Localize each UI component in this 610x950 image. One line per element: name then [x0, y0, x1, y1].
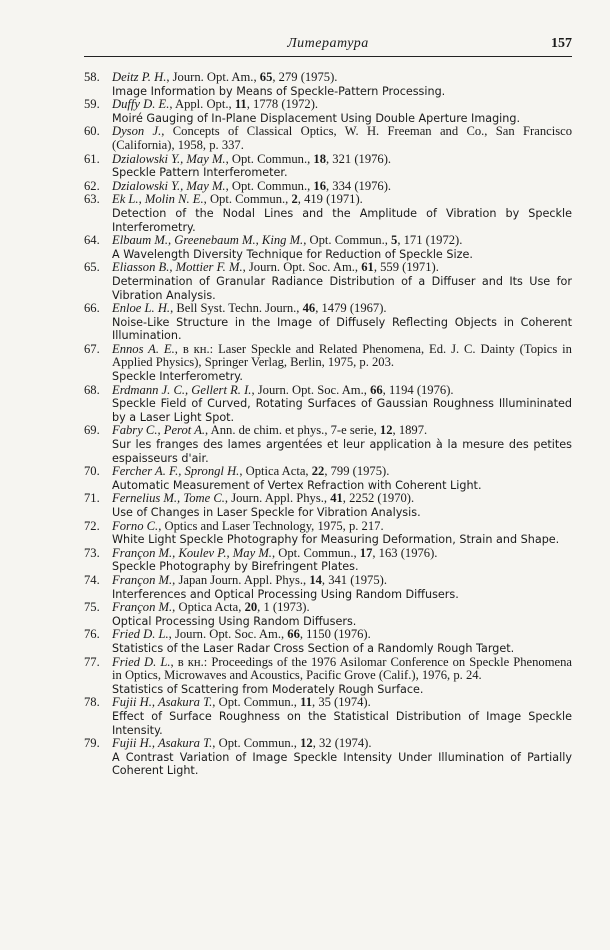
reference-body	[112, 384, 572, 425]
reference-pages-year: , 1194 (1976).	[382, 382, 454, 397]
reference-entry	[84, 180, 572, 194]
reference-number: 67.	[84, 341, 100, 356]
reference-source: , Journ. Opt. Soc. Am.,	[251, 382, 371, 397]
reference-title: Automatic Measurement of Vertex Refraction with Coherent Light.	[112, 478, 482, 492]
reference-source: , Bell Syst. Techn. Journ.,	[170, 301, 303, 316]
reference-source: , Journ. Opt. Soc. Am.,	[168, 627, 288, 642]
reference-title: Detection of the Nodal Lines and the Amplitude of Vibration by Speckle Interferometry.	[112, 206, 572, 234]
reference-source: , в кн.: Laser Speckle and Related Phenomena, Ed. J. C. Dainty (Topics in Applied Physics), Springer Verlag, Berlin, 1975, p. 203.	[112, 341, 572, 370]
reference-title: Speckle Field of Curved, Rotating Surfaces of Gaussian Roughness Illumininated by a Laser Light Spot.	[112, 397, 572, 424]
reference-entry	[84, 234, 572, 261]
reference-source: , Opt. Commun.,	[271, 545, 360, 560]
reference-body	[112, 574, 572, 601]
reference-entry	[84, 424, 572, 465]
reference-source: , Ann. de chim. et phys., 7-e serie,	[205, 423, 380, 438]
reference-volume: 18	[313, 151, 326, 166]
reference-entry	[84, 465, 572, 492]
reference-volume: 17	[359, 545, 373, 560]
reference-entry	[84, 261, 572, 302]
reference-source: , Journ. Opt. Am.,	[166, 70, 260, 84]
reference-pages-year: , 163 (1976).	[372, 545, 438, 560]
reference-number: 72.	[84, 518, 100, 533]
reference-number: 65.	[84, 260, 100, 275]
reference-number: 64.	[84, 233, 100, 248]
reference-body	[112, 492, 572, 519]
reference-title: Speckle Photography by Birefringent Plates.	[112, 560, 359, 574]
reference-authors: Dyson J.	[112, 124, 162, 139]
reference-number: 59.	[84, 97, 100, 112]
reference-volume: 66	[370, 382, 383, 397]
reference-number: 73.	[84, 545, 100, 560]
reference-entry	[84, 520, 572, 547]
reference-source: , Optica Acta,	[239, 464, 312, 479]
reference-number: 62.	[84, 178, 100, 193]
reference-number: 66.	[84, 301, 100, 316]
reference-pages-year: , 35 (1974).	[312, 695, 371, 710]
reference-source: , Concepts of Classical Optics, W. H. Freeman and Co., San Francisco (California), 1958, p. 337.	[112, 124, 572, 152]
reference-body	[112, 737, 572, 778]
reference-title: Statistics of Scattering from Moderately Rough Surface.	[112, 682, 424, 696]
reference-title: Noise-Like Structure in the Image of Diffusely Reflecting Objects in Coherent Illumination.	[112, 315, 572, 343]
reference-authors: Françon M., Koulev P., May M.	[112, 545, 272, 560]
reference-pages-year: , 559 (1971).	[373, 260, 439, 275]
reference-title: Moiré Gauging of In-Plane Displacement Using Double Aperture Imaging.	[112, 111, 521, 125]
reference-authors: Elbaum M., Greenebaum M., King M.	[112, 233, 304, 248]
reference-pages-year: , 334 (1976).	[326, 178, 392, 193]
reference-pages-year: , 279 (1975).	[272, 70, 338, 84]
reference-pages-year: , 171 (1972).	[397, 233, 463, 248]
reference-body	[112, 696, 572, 737]
reference-body	[112, 547, 572, 574]
reference-source: , Optica Acta,	[172, 600, 245, 615]
reference-volume: 65	[259, 70, 273, 84]
reference-authors: Eliasson B., Mottier F. M.	[112, 260, 243, 275]
reference-body	[112, 180, 572, 194]
reference-volume: 2	[291, 192, 298, 207]
reference-title: Statistics of the Laser Radar Cross Section of a Randomly Rough Target.	[112, 641, 515, 655]
reference-entry	[84, 656, 572, 697]
reference-number: 77.	[84, 654, 100, 669]
reference-body	[112, 628, 572, 655]
reference-authors: Dzialowski Y., May M.	[112, 151, 226, 166]
reference-entry	[84, 628, 572, 655]
reference-volume: 46	[302, 301, 316, 316]
page-number: 157	[551, 36, 572, 51]
reference-title: Effect of Surface Roughness on the Statistical Distribution of Image Speckle Intensity.	[112, 709, 572, 737]
reference-entry	[84, 601, 572, 628]
reference-title: Interferences and Optical Processing Using Random Diffusers.	[112, 587, 459, 601]
reference-title: A Wavelength Diversity Technique for Reduction of Speckle Size.	[112, 247, 473, 261]
reference-title: A Contrast Variation of Image Speckle Intensity Under Illumination of Partially Coherent Light.	[112, 750, 572, 778]
reference-volume: 11	[234, 97, 247, 112]
header-title: Литература	[287, 36, 369, 51]
reference-authors: Fercher A. F., Sprongl H.	[112, 464, 240, 479]
reference-entry	[84, 302, 572, 343]
reference-entry	[84, 98, 572, 125]
reference-body	[112, 153, 572, 180]
reference-body	[112, 234, 572, 261]
reference-entry	[84, 125, 572, 152]
reference-pages-year: , 1479 (1967).	[315, 301, 387, 316]
reference-title: Optical Processing Using Random Diffusers.	[112, 614, 357, 628]
reference-number: 60.	[84, 124, 100, 139]
reference-authors: Françon M.	[112, 600, 173, 615]
reference-source: , Japan Journ. Appl. Phys.,	[172, 572, 310, 587]
reference-authors: Françon M.	[112, 572, 173, 587]
reference-body	[112, 71, 572, 98]
reference-entry	[84, 696, 572, 737]
reference-authors: Fabry C., Perot A.	[112, 423, 206, 438]
reference-pages-year: , 2252 (1970).	[342, 491, 415, 506]
reference-source: , Opt. Commun.,	[303, 233, 392, 248]
reference-volume: 41	[330, 491, 343, 506]
reference-volume: 20	[244, 600, 258, 615]
reference-number: 75.	[84, 600, 100, 615]
reference-entry	[84, 193, 572, 234]
reference-authors: Fujii H., Asakura T.	[112, 695, 213, 710]
reference-title: Speckle Pattern Interferometer.	[112, 166, 288, 180]
reference-number: 61.	[84, 151, 100, 166]
reference-pages-year: , 341 (1975).	[321, 572, 387, 587]
reference-volume: 14	[309, 572, 322, 587]
reference-body	[112, 520, 572, 547]
reference-source: , Journ. Opt. Soc. Am.,	[242, 260, 362, 275]
reference-authors: Ennos A. E.	[112, 341, 175, 356]
reference-authors: Erdmann J. C., Gellert R. I.	[112, 382, 252, 397]
reference-pages-year: , 419 (1971).	[297, 192, 363, 207]
reference-pages-year: , 1897.	[392, 423, 428, 438]
reference-body	[112, 261, 572, 302]
reference-authors: Duffy D. E.	[112, 97, 170, 112]
reference-body	[112, 98, 572, 125]
reference-body	[112, 302, 572, 343]
reference-source: , Optics and Laser Technology, 1975, p. 217.	[158, 518, 384, 533]
reference-volume: 61	[361, 260, 374, 275]
reference-entry	[84, 343, 572, 384]
reference-number: 79.	[84, 736, 100, 751]
reference-entry	[84, 547, 572, 574]
reference-source: , Opt. Commun.,	[212, 736, 301, 751]
reference-body	[112, 125, 572, 152]
reference-entry	[84, 737, 572, 778]
reference-volume: 22	[311, 464, 325, 479]
reference-number: 74.	[84, 572, 100, 587]
reference-title: Use of Changes in Laser Speckle for Vibration Analysis.	[112, 506, 421, 519]
reference-authors: Fernelius M., Tome C.	[112, 491, 225, 506]
reference-authors: Deitz P. H.	[112, 70, 167, 84]
reference-volume: 12	[300, 736, 313, 751]
reference-title: Sur les franges des lames argentées et leur application à la mesure des petites espaisseurs d'air.	[112, 438, 572, 465]
reference-source: , Opt. Commun.,	[225, 178, 314, 193]
reference-title: White Light Speckle Photography for Measuring Deformation, Strain and Shape.	[112, 533, 560, 547]
reference-volume: 16	[313, 178, 326, 193]
reference-title: Speckle Interferometry.	[112, 370, 243, 384]
reference-list	[84, 71, 572, 778]
reference-number: 70.	[84, 464, 100, 479]
reference-body	[112, 656, 572, 697]
reference-pages-year: , 32 (1974).	[312, 736, 372, 751]
reference-authors: Ek L., Molin N. E.	[112, 192, 204, 207]
reference-source: , Appl. Opt.,	[169, 97, 235, 112]
reference-source: , в кн.: Proceedings of the 1976 Asilomar Conference on Speckle Phenomena in Optics, Microwaves and Acoustics, Pacific Grove (Calif.), 1976, p. 24.	[112, 654, 573, 683]
reference-source: , Opt. Commun.,	[212, 695, 301, 710]
reference-number: 71.	[84, 491, 100, 506]
reference-pages-year: , 1778 (1972).	[246, 97, 319, 112]
reference-source: , Opt. Commun.,	[225, 151, 314, 166]
reference-entry	[84, 153, 572, 180]
reference-body	[112, 193, 572, 234]
reference-volume: 11	[300, 695, 313, 710]
reference-number: 69.	[84, 423, 100, 438]
running-header	[84, 36, 572, 57]
reference-entry	[84, 71, 572, 98]
reference-entry	[84, 574, 572, 601]
reference-source: , Opt. Commun.,	[203, 192, 292, 207]
reference-pages-year: , 1 (1973).	[257, 600, 310, 615]
reference-volume: 12	[379, 423, 393, 438]
reference-authors: Fried D. L.	[112, 654, 171, 669]
reference-authors: Enloe L. H.	[112, 301, 171, 316]
reference-body	[112, 601, 572, 628]
reference-authors: Fujii H., Asakura T.	[112, 736, 213, 751]
reference-number: 78.	[84, 695, 100, 710]
reference-volume: 5	[391, 233, 398, 248]
reference-number: 68.	[84, 382, 100, 397]
reference-volume: 66	[287, 627, 300, 642]
reference-number: 58.	[84, 70, 100, 84]
reference-authors: Forno C.	[112, 518, 159, 533]
reference-body	[112, 424, 572, 465]
reference-number: 63.	[84, 192, 100, 207]
reference-body	[112, 465, 572, 492]
reference-authors: Dzialowski Y., May M.	[112, 178, 226, 193]
reference-authors: Fried D. L.	[112, 627, 169, 642]
reference-pages-year: , 321 (1976).	[326, 151, 392, 166]
reference-pages-year: , 799 (1975).	[324, 464, 390, 479]
reference-body	[112, 343, 572, 384]
reference-title: Image Information by Means of Speckle-Pattern Processing.	[112, 84, 446, 98]
reference-pages-year: , 1150 (1976).	[299, 627, 371, 642]
reference-source: , Journ. Appl. Phys.,	[224, 491, 331, 506]
reference-title: Determination of Granular Radiance Distribution of a Diffuser and Its Use for Vibration Analysis.	[112, 274, 572, 302]
reference-entry	[84, 492, 572, 519]
reference-number: 76.	[84, 627, 100, 642]
reference-entry	[84, 384, 572, 425]
